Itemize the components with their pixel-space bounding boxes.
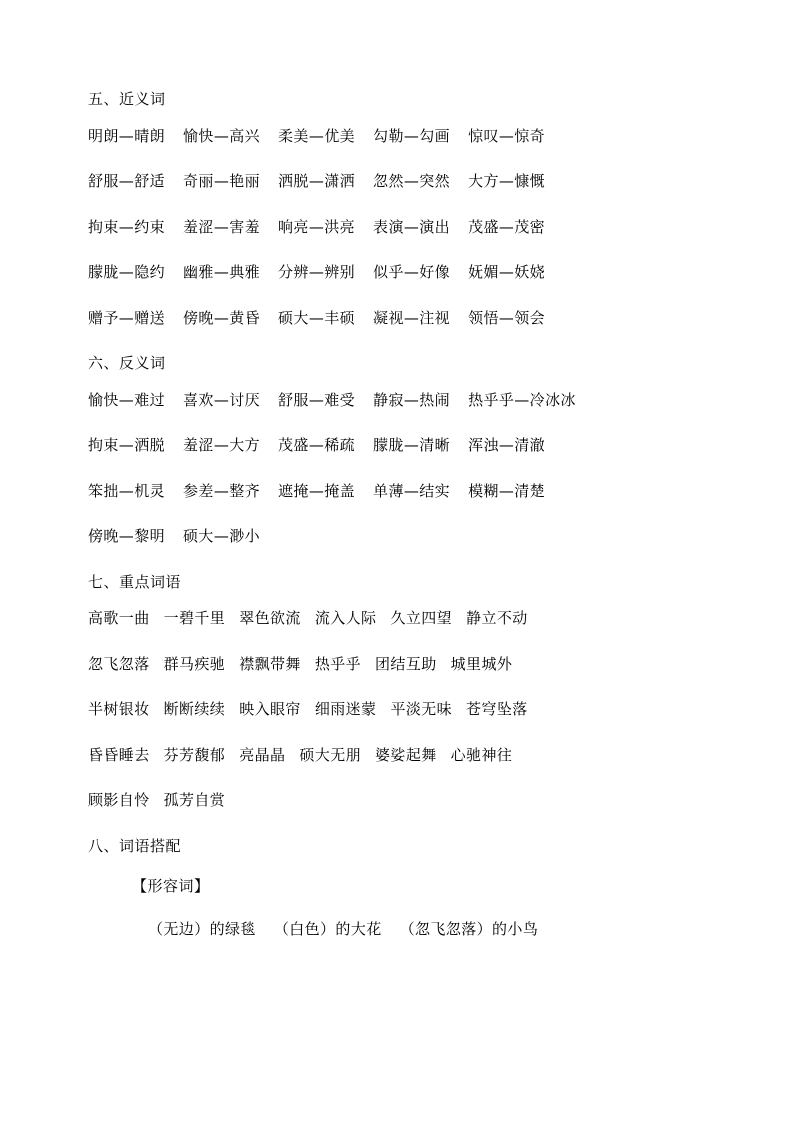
word-pair: 模糊—清楚	[468, 481, 546, 500]
word-term: 襟飘带舞	[239, 654, 301, 673]
word-term: 群马疾驰	[163, 654, 226, 673]
word-row	[88, 525, 713, 548]
word-row	[88, 698, 713, 721]
word-row	[88, 789, 713, 812]
word-row	[88, 389, 713, 412]
word-term: 静立不动	[466, 609, 528, 627]
word-pair: 勾勒—勾画	[373, 126, 451, 145]
word-pair: 凝视—注视	[373, 308, 451, 327]
word-term: 顾影自怜	[88, 791, 150, 809]
section-zhongdian-ciyu	[88, 571, 713, 812]
word-pair: 羞涩—害羞	[183, 217, 261, 236]
section-jinyici	[88, 88, 713, 329]
word-list-7	[88, 607, 713, 812]
word-pair: 幽雅—典雅	[183, 263, 261, 281]
word-term: 一碧千里	[163, 609, 226, 627]
word-pair: 茂盛—稀疏	[278, 436, 356, 454]
section-heading-6: 六、反义词	[88, 354, 166, 372]
word-pair: 热乎乎—冷冰冰	[468, 390, 576, 409]
word-pair: 拘束—约束	[88, 217, 166, 236]
word-pair: 静寂—热闹	[373, 390, 451, 409]
word-pair: 洒脱—潇洒	[278, 172, 356, 190]
word-row	[88, 261, 713, 284]
word-row	[88, 653, 713, 676]
word-pair: 惊叹—惊奇	[468, 126, 546, 145]
word-pair: 朦胧—隐约	[88, 263, 166, 281]
word-term: 硕大无朋	[299, 745, 362, 764]
word-pair: 茂盛—茂密	[468, 217, 546, 236]
word-list-5	[88, 125, 713, 330]
word-pair: 拘束—洒脱	[88, 436, 166, 454]
word-row	[88, 125, 713, 148]
word-pair: 奇丽—艳丽	[183, 172, 261, 190]
word-row	[88, 607, 713, 630]
word-term: 芬芳馥郁	[163, 745, 226, 764]
word-pair: 参差—整齐	[183, 481, 261, 500]
word-term: 久立四望	[390, 609, 453, 627]
word-pair: 柔美—优美	[278, 126, 356, 145]
section-heading-8: 八、词语搭配	[88, 836, 182, 855]
word-pair: 羞涩—大方	[183, 436, 261, 454]
word-term: 热乎乎	[314, 654, 362, 673]
word-term: 城里城外	[450, 654, 513, 673]
word-term: 平淡无味	[390, 700, 453, 718]
collocation-item: （白色）的大花	[273, 919, 382, 938]
word-term: 孤芳自赏	[163, 791, 226, 809]
word-pair: 明朗—晴朗	[88, 126, 166, 145]
word-term: 团结互助	[375, 654, 437, 673]
word-pair: 遮掩—掩盖	[278, 481, 356, 500]
word-pair: 响亮—洪亮	[278, 217, 356, 236]
word-pair: 硕大—丰硕	[278, 308, 356, 327]
collocation-item: （忽飞忽落）的小鸟	[399, 919, 539, 938]
word-row	[88, 480, 713, 503]
word-pair: 舒服—舒适	[88, 172, 166, 190]
word-pair: 忽然—突然	[373, 172, 451, 190]
collocation-row	[148, 918, 713, 941]
word-row	[88, 170, 713, 193]
word-pair: 表演—演出	[373, 217, 451, 236]
word-term: 亮晶晶	[239, 745, 286, 764]
word-pair: 赠予—赠送	[88, 308, 166, 327]
word-term: 流入人际	[314, 609, 377, 627]
word-pair: 傍晚—黄昏	[183, 308, 261, 327]
word-term: 苍穹坠落	[466, 700, 528, 718]
section-ciyu-dapei	[88, 835, 713, 941]
word-term: 断断续续	[163, 700, 226, 718]
word-row	[88, 744, 713, 767]
word-row	[88, 307, 713, 330]
word-pair: 傍晚—黎明	[88, 527, 166, 545]
word-pair: 硕大—渺小	[183, 527, 261, 545]
word-pair: 舒服—难受	[278, 390, 356, 409]
word-pair: 领悟—领会	[468, 308, 546, 327]
word-pair: 愉快—难过	[88, 390, 166, 409]
collocation-item: （无边）的绿毯	[148, 919, 256, 938]
word-pair: 笨拙—机灵	[88, 481, 166, 500]
section-heading-7: 七、重点词语	[88, 572, 182, 591]
word-term: 忽飞忽落	[88, 654, 150, 673]
word-term: 心驰神往	[450, 745, 513, 764]
word-pair: 妩媚—妖娆	[468, 263, 546, 281]
word-pair: 单薄—结实	[373, 481, 451, 500]
word-term: 昏昏睡去	[88, 745, 150, 764]
word-term: 细雨迷蒙	[314, 700, 377, 718]
word-term: 映入眼帘	[239, 700, 301, 718]
word-pair: 似乎—好像	[373, 263, 451, 281]
word-term: 婆娑起舞	[375, 745, 437, 764]
word-pair: 朦胧—清晰	[373, 436, 451, 454]
word-pair: 愉快—高兴	[183, 126, 261, 145]
word-term: 高歌一曲	[88, 609, 150, 627]
word-row	[88, 434, 713, 457]
word-pair: 分辨—辨别	[278, 263, 356, 281]
word-term: 翠色欲流	[239, 609, 301, 627]
word-pair: 喜欢—讨厌	[183, 390, 261, 409]
word-pair: 浑浊—清澈	[468, 436, 546, 454]
section-fanyici	[88, 352, 713, 548]
word-term: 半树银妆	[88, 700, 150, 718]
word-list-6	[88, 389, 713, 548]
word-pair: 大方—慷慨	[468, 172, 546, 190]
section-heading-5: 五、近义词	[88, 90, 166, 108]
sub-heading-adjective: 【形容词】	[132, 877, 210, 895]
word-row	[88, 216, 713, 239]
